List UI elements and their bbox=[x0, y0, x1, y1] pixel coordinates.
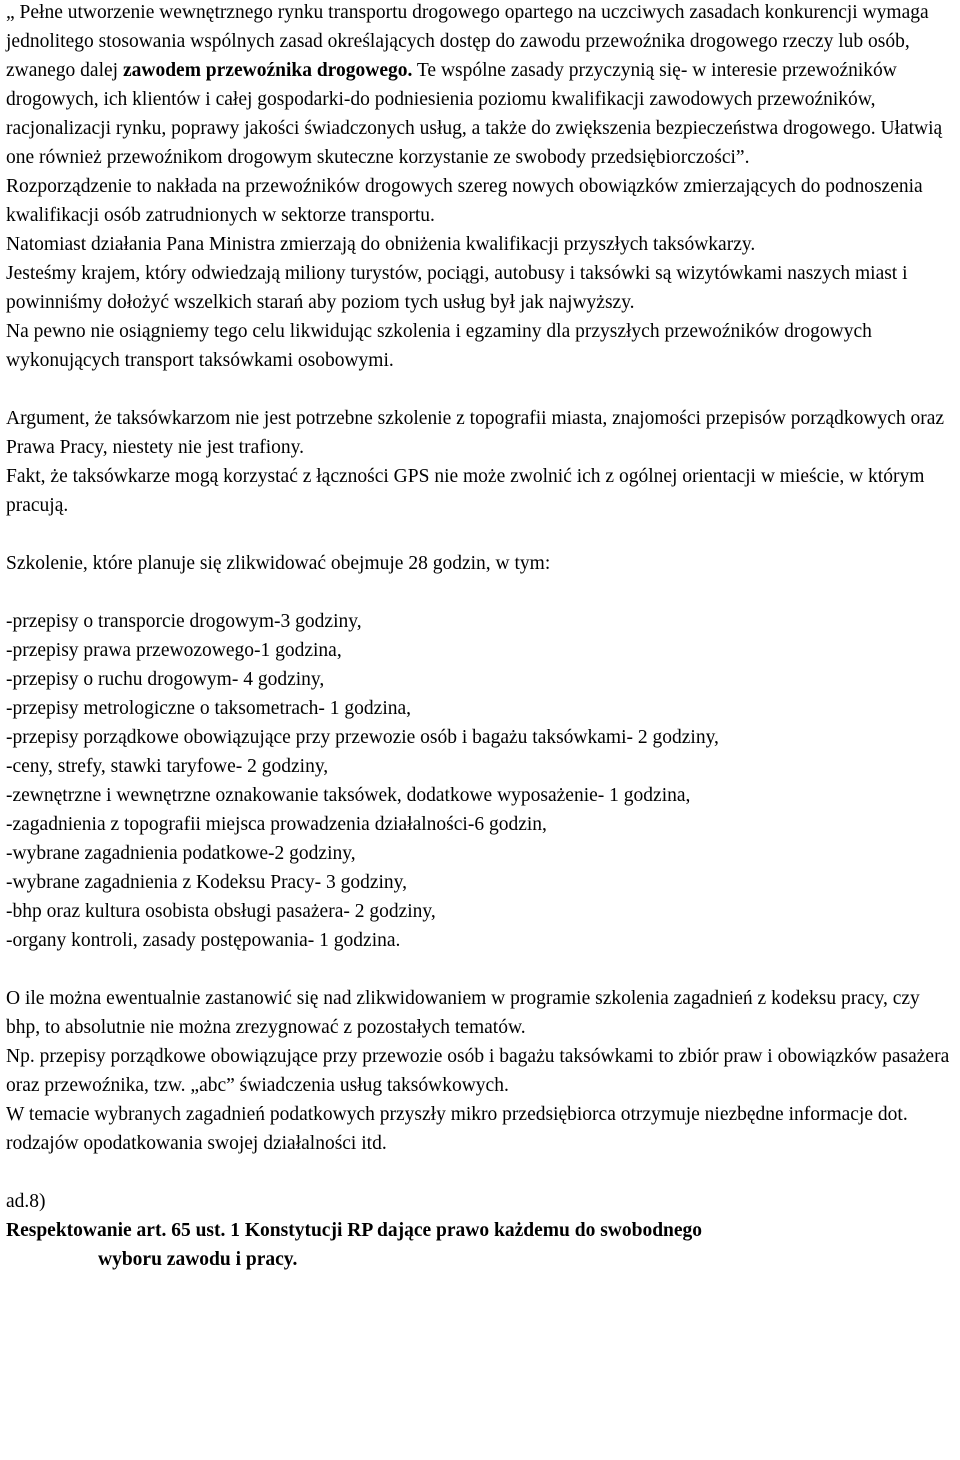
list-item: -przepisy o transporcie drogowym-3 godziny, bbox=[6, 611, 362, 632]
section-reference: ad.8) bbox=[6, 1191, 46, 1212]
section-heading-line2: wyboru zawodu i pracy. bbox=[98, 1249, 298, 1270]
paragraph-training-intro: Szkolenie, które planuje się zlikwidować obejmuje 28 godzin, w tym: bbox=[6, 553, 551, 574]
list-item: -bhp oraz kultura osobista obsługi pasażera- 2 godziny, bbox=[6, 901, 436, 922]
paragraph-text: Te wspólne zasady przyczynią się- w interesie przewoźników drogowych, ich klientów i całej gospodarki-do podniesienia poziomu kwalifikacji zawodowych przewoźników, racjonalizacji rynku, poprawy jakości świadczonych usług, a także do zwiększenia bezpieczeństwa drogowego. Ułatwią one również przewoźnikom drogowym skuteczne korzystanie ze swobody przedsiębiorczości”. bbox=[6, 60, 943, 168]
bold-term: zawodem przewoźnika drogowego. bbox=[122, 60, 413, 81]
spacer bbox=[6, 578, 954, 607]
paragraph-intro-quote bbox=[6, 0, 954, 172]
list-item: -organy kontroli, zasady postępowania- 1 godzina. bbox=[6, 930, 401, 951]
paragraph-consider: O ile można ewentualnie zastanowić się nad zlikwidowaniem w programie szkolenia zagadnień z kodeksu pracy, czy bhp, to absolutnie nie można zrezygnować z pozostałych tematów. bbox=[6, 988, 920, 1038]
list-item: -przepisy prawa przewozowego-1 godzina, bbox=[6, 640, 342, 661]
paragraph-goal: Na pewno nie osiągniemy tego celu likwidując szkolenia i egzaminy dla przyszłych przewoźników drogowych wykonujących transport taksówkami osobowymi. bbox=[6, 321, 872, 371]
list-item: -wybrane zagadnienia podatkowe-2 godziny, bbox=[6, 843, 356, 864]
list-item: -przepisy o ruchu drogowym- 4 godziny, bbox=[6, 669, 325, 690]
paragraph-gps: Fakt, że taksówkarze mogą korzystać z łączności GPS nie może zwolnić ich z ogólnej orientacji w mieście, w którym pracują. bbox=[6, 466, 925, 516]
paragraph-tax: W temacie wybranych zagadnień podatkowych przyszły mikro przedsiębiorca otrzymuje niezbędne informacje dot. rodzajów opodatkowania swojej działalności itd. bbox=[6, 1104, 908, 1154]
list-item: -przepisy metrologiczne o taksometrach- 1 godzina, bbox=[6, 698, 412, 719]
list-item: -zagadnienia z topografii miejsca prowadzenia działalności-6 godzin, bbox=[6, 814, 547, 835]
training-topics-list bbox=[6, 607, 954, 955]
list-item: -przepisy porządkowe obowiązujące przy przewozie osób i bagażu taksówkami- 2 godziny, bbox=[6, 727, 719, 748]
paragraph-minister: Natomiast działania Pana Ministra zmierzają do obniżenia kwalifikacji przyszłych taksówkarzy. bbox=[6, 234, 756, 255]
spacer bbox=[6, 520, 954, 549]
list-item: -ceny, strefy, stawki taryfowe- 2 godziny, bbox=[6, 756, 329, 777]
spacer bbox=[6, 1158, 954, 1187]
section-heading-line1: Respektowanie art. 65 ust. 1 Konstytucji RP dające prawo każdemu do swobodnego bbox=[6, 1220, 703, 1241]
list-item: -wybrane zagadnienia z Kodeksu Pracy- 3 godziny, bbox=[6, 872, 408, 893]
list-item: -zewnętrzne i wewnętrzne oznakowanie taksówek, dodatkowe wyposażenie- 1 godzina, bbox=[6, 785, 691, 806]
spacer bbox=[6, 955, 954, 984]
paragraph-regulation: Rozporządzenie to nakłada na przewoźników drogowych szereg nowych obowiązków zmierzających do podnoszenia kwalifikacji osób zatrudnionych w sektorze transportu. bbox=[6, 176, 923, 226]
paragraph-argument: Argument, że taksówkarzom nie jest potrzebne szkolenie z topografii miasta, znajomości przepisów porządkowych oraz Prawa Pracy, niestety nie jest trafiony. bbox=[6, 408, 945, 458]
spacer bbox=[6, 375, 954, 404]
paragraph-tourists: Jesteśmy krajem, który odwiedzają miliony turystów, pociągi, autobusy i taksówki są wizytówkami naszych miast i powinniśmy dołożyć wszelkich starań aby poziom tych usług był jak najwyższy. bbox=[6, 263, 908, 313]
paragraph-text: „ Pełne utworzenie wewnętrznego rynku transportu drogowego opartego na uczciwych zasadach konkurencji wymaga jednolitego stosowania wspólnych zasad określających dostęp do zawodu przewoźnika drogowego rzeczy lub osób, zwanego dalej bbox=[6, 2, 929, 81]
paragraph-example: Np. przepisy porządkowe obowiązujące przy przewozie osób i bagażu taksówkami to zbiór praw i obowiązków pasażera oraz przewoźnika, tzw. „abc” świadczenia usług taksówkowych. bbox=[6, 1046, 950, 1096]
